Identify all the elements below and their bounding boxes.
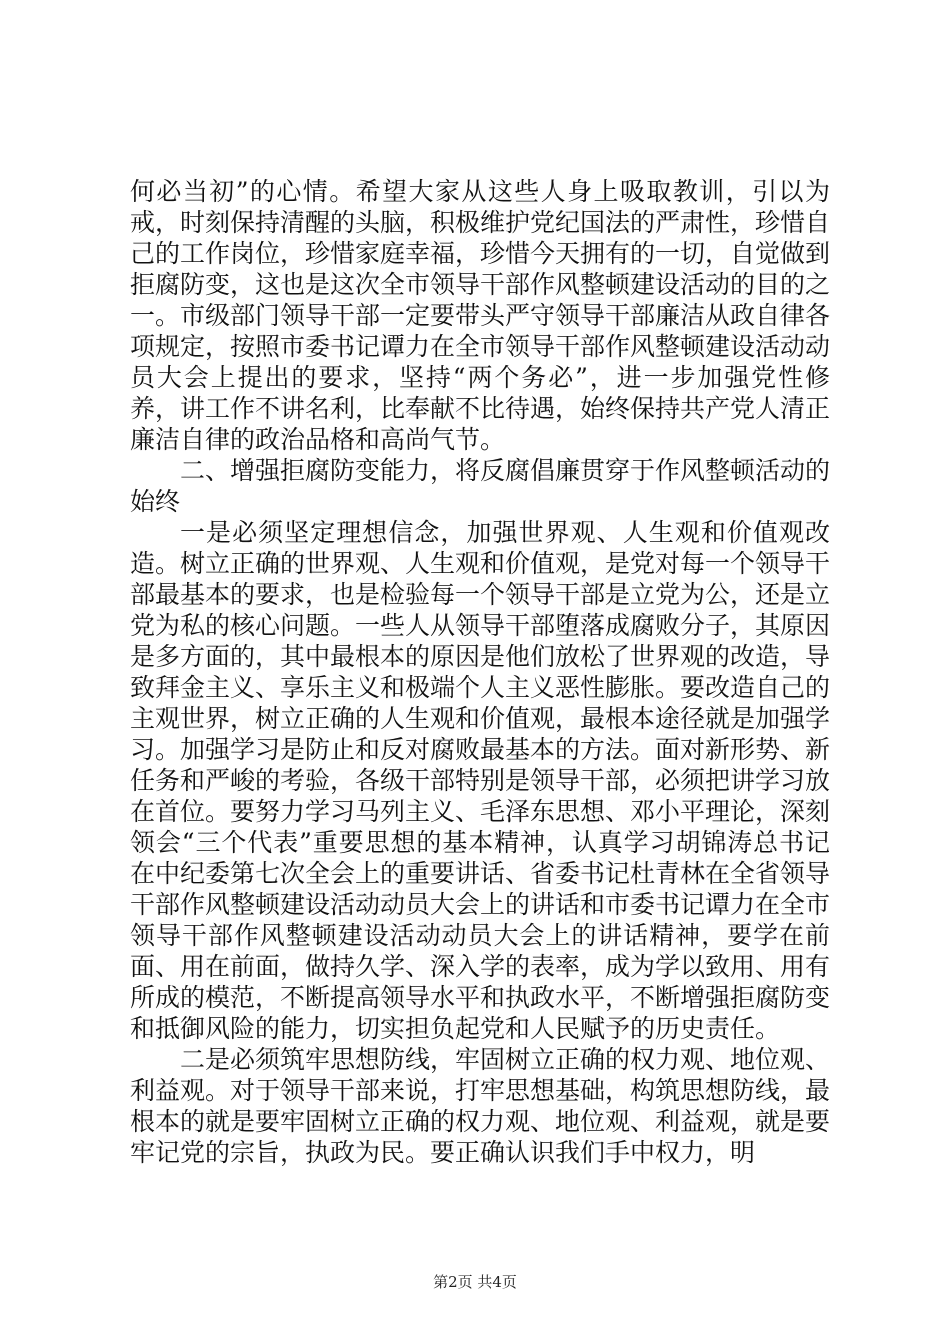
page-footer: 第2页 共4页 xyxy=(433,1273,517,1291)
paragraph-continuation: 何必当初”的心情。希望大家从这些人身上吸取教训，引以为戒，时刻保持清醒的头脑，积极维护党纪国法的严肃性，珍惜自己的工作岗位，珍惜家庭幸福，珍惜今天拥有的一切，自觉做到拒腐防变，这也是这次全市领导干部作风整顿建设活动的目的之一。市级部门领导干部一定要带头严守领导干部廉洁从政自律各项规定，按照市委书记谭力在全市领导干部作风整顿建设活动动员大会上提出的要求，坚持“两个务必”，进一步加强党性修养，讲工作不讲名利，比奉献不比待遇，始终保持共产党人清正廉洁自律的政治品格和高尚气节。 xyxy=(130,177,831,454)
section-heading: 二、增强拒腐防变能力，将反腐倡廉贯穿于作风整顿活动的始终 xyxy=(130,456,831,516)
paragraph: 二是必须筑牢思想防线，牢固树立正确的权力观、地位观、利益观。对于领导干部来说，打牢思想基础，构筑思想防线，最根本的就是要牢固树立正确的权力观、地位观、利益观，就是要牢记党的宗旨，执政为民。要正确认识我们手中权力，明 xyxy=(130,1045,831,1167)
paragraph: 一是必须坚定理想信念，加强世界观、人生观和价值观改造。树立正确的世界观、人生观和价值观，是党对每一个领导干部最基本的要求，也是检验每一个领导干部是立党为公，还是立党为私的核心问题。一些人从领导干部堕落成腐败分子，其原因是多方面的，其中最根本的原因是他们放松了世界观的改造，导致拜金主义、享乐主义和极端个人主义恶性膨胀。要改造自己的主观世界，树立正确的人生观和价值观，最根本途径就是加强学习。加强学习是防止和反对腐败最基本的方法。面对新形势、新任务和严峻的考验，各级干部特别是领导干部，必须把讲学习放在首位。要努力学习马列主义、毛泽东思想、邓小平理论，深刻领会“三个代表”重要思想的基本精神，认真学习胡锦涛总书记在中纪委第七次全会上的重要讲话、省委书记杜青林在全省领导干部作风整顿建设活动动员大会上的讲话和市委书记谭力在全市领导干部作风整顿建设活动动员大会上的讲话精神，要学在前面、用在前面，做持久学、深入学的表率，成为学以致用、用有所成的模范，不断提高领导水平和执政水平，不断增强拒腐防变和抵御风险的能力，切实担负起党和人民赋予的历史责任。 xyxy=(130,518,831,1043)
document-body xyxy=(130,176,830,1168)
